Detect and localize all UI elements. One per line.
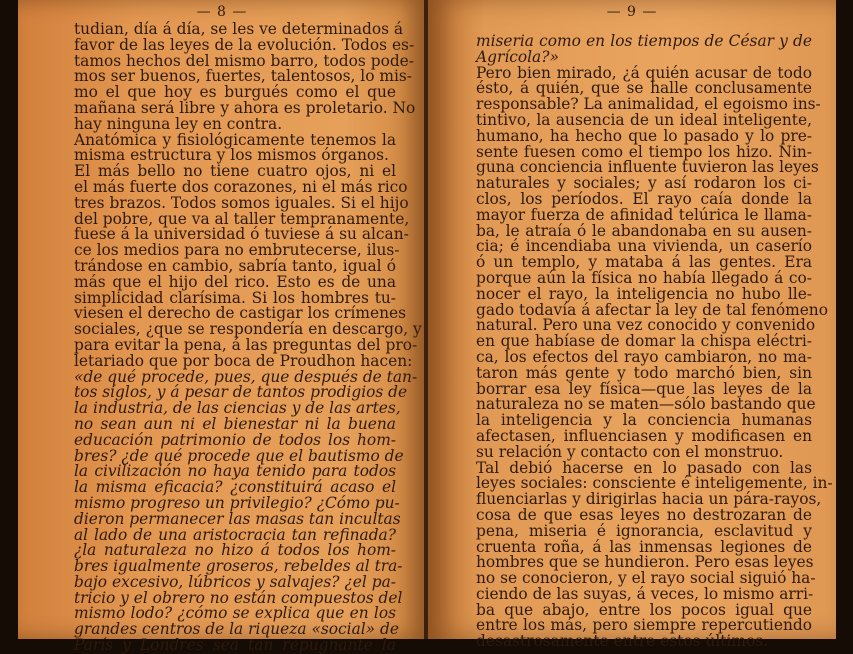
text-line: naturaleza no se maten—sólo bastando que xyxy=(476,395,816,414)
text-line: la civilización no haya tenido para todos xyxy=(74,462,396,481)
text-line: Tal debió hacerse en lo pasado con las xyxy=(476,458,812,477)
text-line: fluenciarlas y dirigirlas hacia un pára-rayos, xyxy=(476,490,822,509)
text-line: porque aún la física no había llegado á co- xyxy=(476,268,812,287)
text-line: tres brazos. Todos somos iguales. Si el hijo xyxy=(74,193,409,212)
text-line: hombres que se hundieron. Pero esas leyes xyxy=(476,553,814,572)
text-line: no se conocieron, y el rayo social siguió ha- xyxy=(476,569,816,588)
text-line: borrar esa ley física—que las leyes de la xyxy=(476,379,812,398)
text-line: la industria, de las ciencias y de las artes, xyxy=(74,399,401,418)
text-line: responsable? La animalidad, el egoismo ins- xyxy=(476,95,821,114)
text-line: El más bello no tiene cuatro ojos, ni el xyxy=(74,162,396,181)
text-line: cosa de que esas leyes no destrozaran de xyxy=(476,505,812,524)
text-line: sente fuesen como el tiempo los hizo. Nin- xyxy=(476,142,812,161)
text-line: humano, ha hecho que lo pasado y lo pre- xyxy=(476,126,812,145)
text-line: clos, los períodos. El rayo caía donde la xyxy=(476,189,812,208)
text-line: la misma eficacia? ¿constituirá acaso el xyxy=(74,478,396,497)
text-line: bres? ¿de qué procede que el bautismo de xyxy=(74,446,404,465)
text-line: bajo excesivo, lúbricos y salvajes? ¿el pa- xyxy=(74,572,396,591)
text-line: tintivo, la ausencia de un ideal inteligente, xyxy=(476,110,812,129)
text-line: ce los medios para no embrutecerse, ilus- xyxy=(74,241,400,260)
text-line: sociales, ¿que se respondería en descargo, y xyxy=(74,320,422,339)
text-line: cruenta roña, á las inmensas legiones de xyxy=(476,537,812,556)
text-line: afectasen, influenciasen y modificasen en xyxy=(476,426,812,445)
text-line: viesen el derecho de castigar los crímenes xyxy=(74,304,407,323)
text-line: ó un templo, y mataba á las gentes. Era xyxy=(476,253,812,272)
text-line: en que habíase de domar la chispa eléctri- xyxy=(476,332,812,351)
text-line: leyes sociales: consciente é inteligemente, in- xyxy=(476,474,833,493)
text-line: para evitar la pena, á las preguntas del pro- xyxy=(74,335,418,354)
text-line: fuese á la universidad ó tuviese á su alcan- xyxy=(74,225,409,244)
text-line: ciendo de las suyas, á veces, lo mismo arri- xyxy=(476,584,814,603)
text-line: tos siglos, y á pesar de tantos prodigios de xyxy=(74,383,408,402)
text-line: miseria como en los tiempos de César y de xyxy=(476,32,812,50)
text-line: desastrosamente entre estos últimos. xyxy=(476,632,769,651)
text-line: mañana será libre y ahora es proletario. No xyxy=(74,98,416,117)
text-line: ¿la naturaleza no hizo á todos los hom- xyxy=(74,541,396,560)
text-line: el más fuerte dos corazones, ni el más rico xyxy=(74,177,408,196)
page-number-left: — 8 — xyxy=(196,4,248,20)
text-line: ba, le atraía ó le abandonaba en su ausen- xyxy=(476,221,812,240)
text-line: trándose en cambio, sabría tanto, igual ó xyxy=(74,256,396,275)
text-line: pena, miseria é ignorancia, esclavitud y xyxy=(476,521,812,540)
text-line: la inteligencia y la conciencia humanas xyxy=(476,411,812,430)
page-number-right: — 9 — xyxy=(606,4,658,20)
text-line: naturales y sociales; y así rodaron los ci- xyxy=(476,174,812,193)
text-line: tricio y el obrero no están compuestos del xyxy=(74,588,403,607)
text-line: mismo progreso un privilegio? ¿Cómo pu- xyxy=(74,493,400,512)
text-line: taron más gente y todo marchó bien, sin xyxy=(476,363,812,382)
text-line: gado todavía á afectar la ley de tal fenómeno xyxy=(476,300,828,319)
text-line: mayor fuerza de afinidad telúrica le llama- xyxy=(476,205,812,224)
text-line: cia; é incendiaba una vivienda, un caserío xyxy=(476,237,812,256)
text-line: «de qué procede, pues, que después de tan- xyxy=(74,367,418,386)
text-line: del pobre, que va al taller tempranamente, xyxy=(74,209,410,228)
text-line: tamos hechos del mismo barro, todos pode- xyxy=(74,51,414,70)
text-line: más que el hijo del rico. Esto es de una xyxy=(74,272,396,291)
text-line: educación patrimonio de todos los hom- xyxy=(74,430,396,449)
text-line: favor de las leyes de la evolución. Todos es- xyxy=(74,35,415,54)
text-line: nocer el rayo, la inteligencia no hubo lle- xyxy=(476,284,812,303)
text-line: bres igualmente groseros, rebeldes al tra- xyxy=(74,557,403,576)
text-line: París y Londres sea tan repugnante la xyxy=(74,636,396,654)
text-line: mo el que hoy es burgués como el que xyxy=(74,83,396,102)
text-line: natural. Pero una vez conocido y convenido xyxy=(476,316,816,335)
text-line: su relación y contacto con el monstruo. xyxy=(476,442,784,461)
text-line: ba que abajo, entre los pocos igual que xyxy=(476,600,812,619)
left-page xyxy=(18,0,426,654)
text-line: ca, los efectos del rayo cambiaron, no ma- xyxy=(476,347,812,366)
left-page-text xyxy=(74,20,422,654)
text-line: Agrícola?» xyxy=(476,47,559,66)
text-line: mismo lodo? ¿cómo se explica que en los xyxy=(74,604,396,623)
right-page-text xyxy=(476,32,833,651)
text-line: dieron permanecer las masas tan incultas xyxy=(74,509,401,528)
text-line: entre los más, pero siempre repercutiendo xyxy=(476,616,812,635)
text-line: Pero bien mirado, ¿á quién acusar de todo xyxy=(476,63,812,82)
right-page xyxy=(428,0,836,651)
text-line: ésto, á quién, que se halle conclusamente xyxy=(476,79,812,98)
text-line: no sean aun ni el bienestar ni la buena xyxy=(74,414,396,433)
text-line: hay ninguna ley en contra. xyxy=(74,114,283,133)
text-line: al lado de una aristocracia tan refinada? xyxy=(74,525,396,544)
text-line: grandes centros de la riqueza «social» de xyxy=(74,620,399,639)
text-line: letariado que por boca de Proudhon hacen: xyxy=(74,351,413,370)
text-line: misma estructura y los mismos órganos. xyxy=(74,146,389,165)
text-line: simplicidad clarísima. Si los hombres tu- xyxy=(74,288,396,307)
text-line: Anatómica y fisiológicamente tenemos la xyxy=(74,130,396,149)
text-line: guna conciencia influente tuvieron las leyes xyxy=(476,158,819,177)
text-line: mos ser buenos, fuertes, talentosos, lo mis- xyxy=(74,67,412,86)
text-line: tudian, día á día, se les ve determinados á xyxy=(74,20,404,38)
